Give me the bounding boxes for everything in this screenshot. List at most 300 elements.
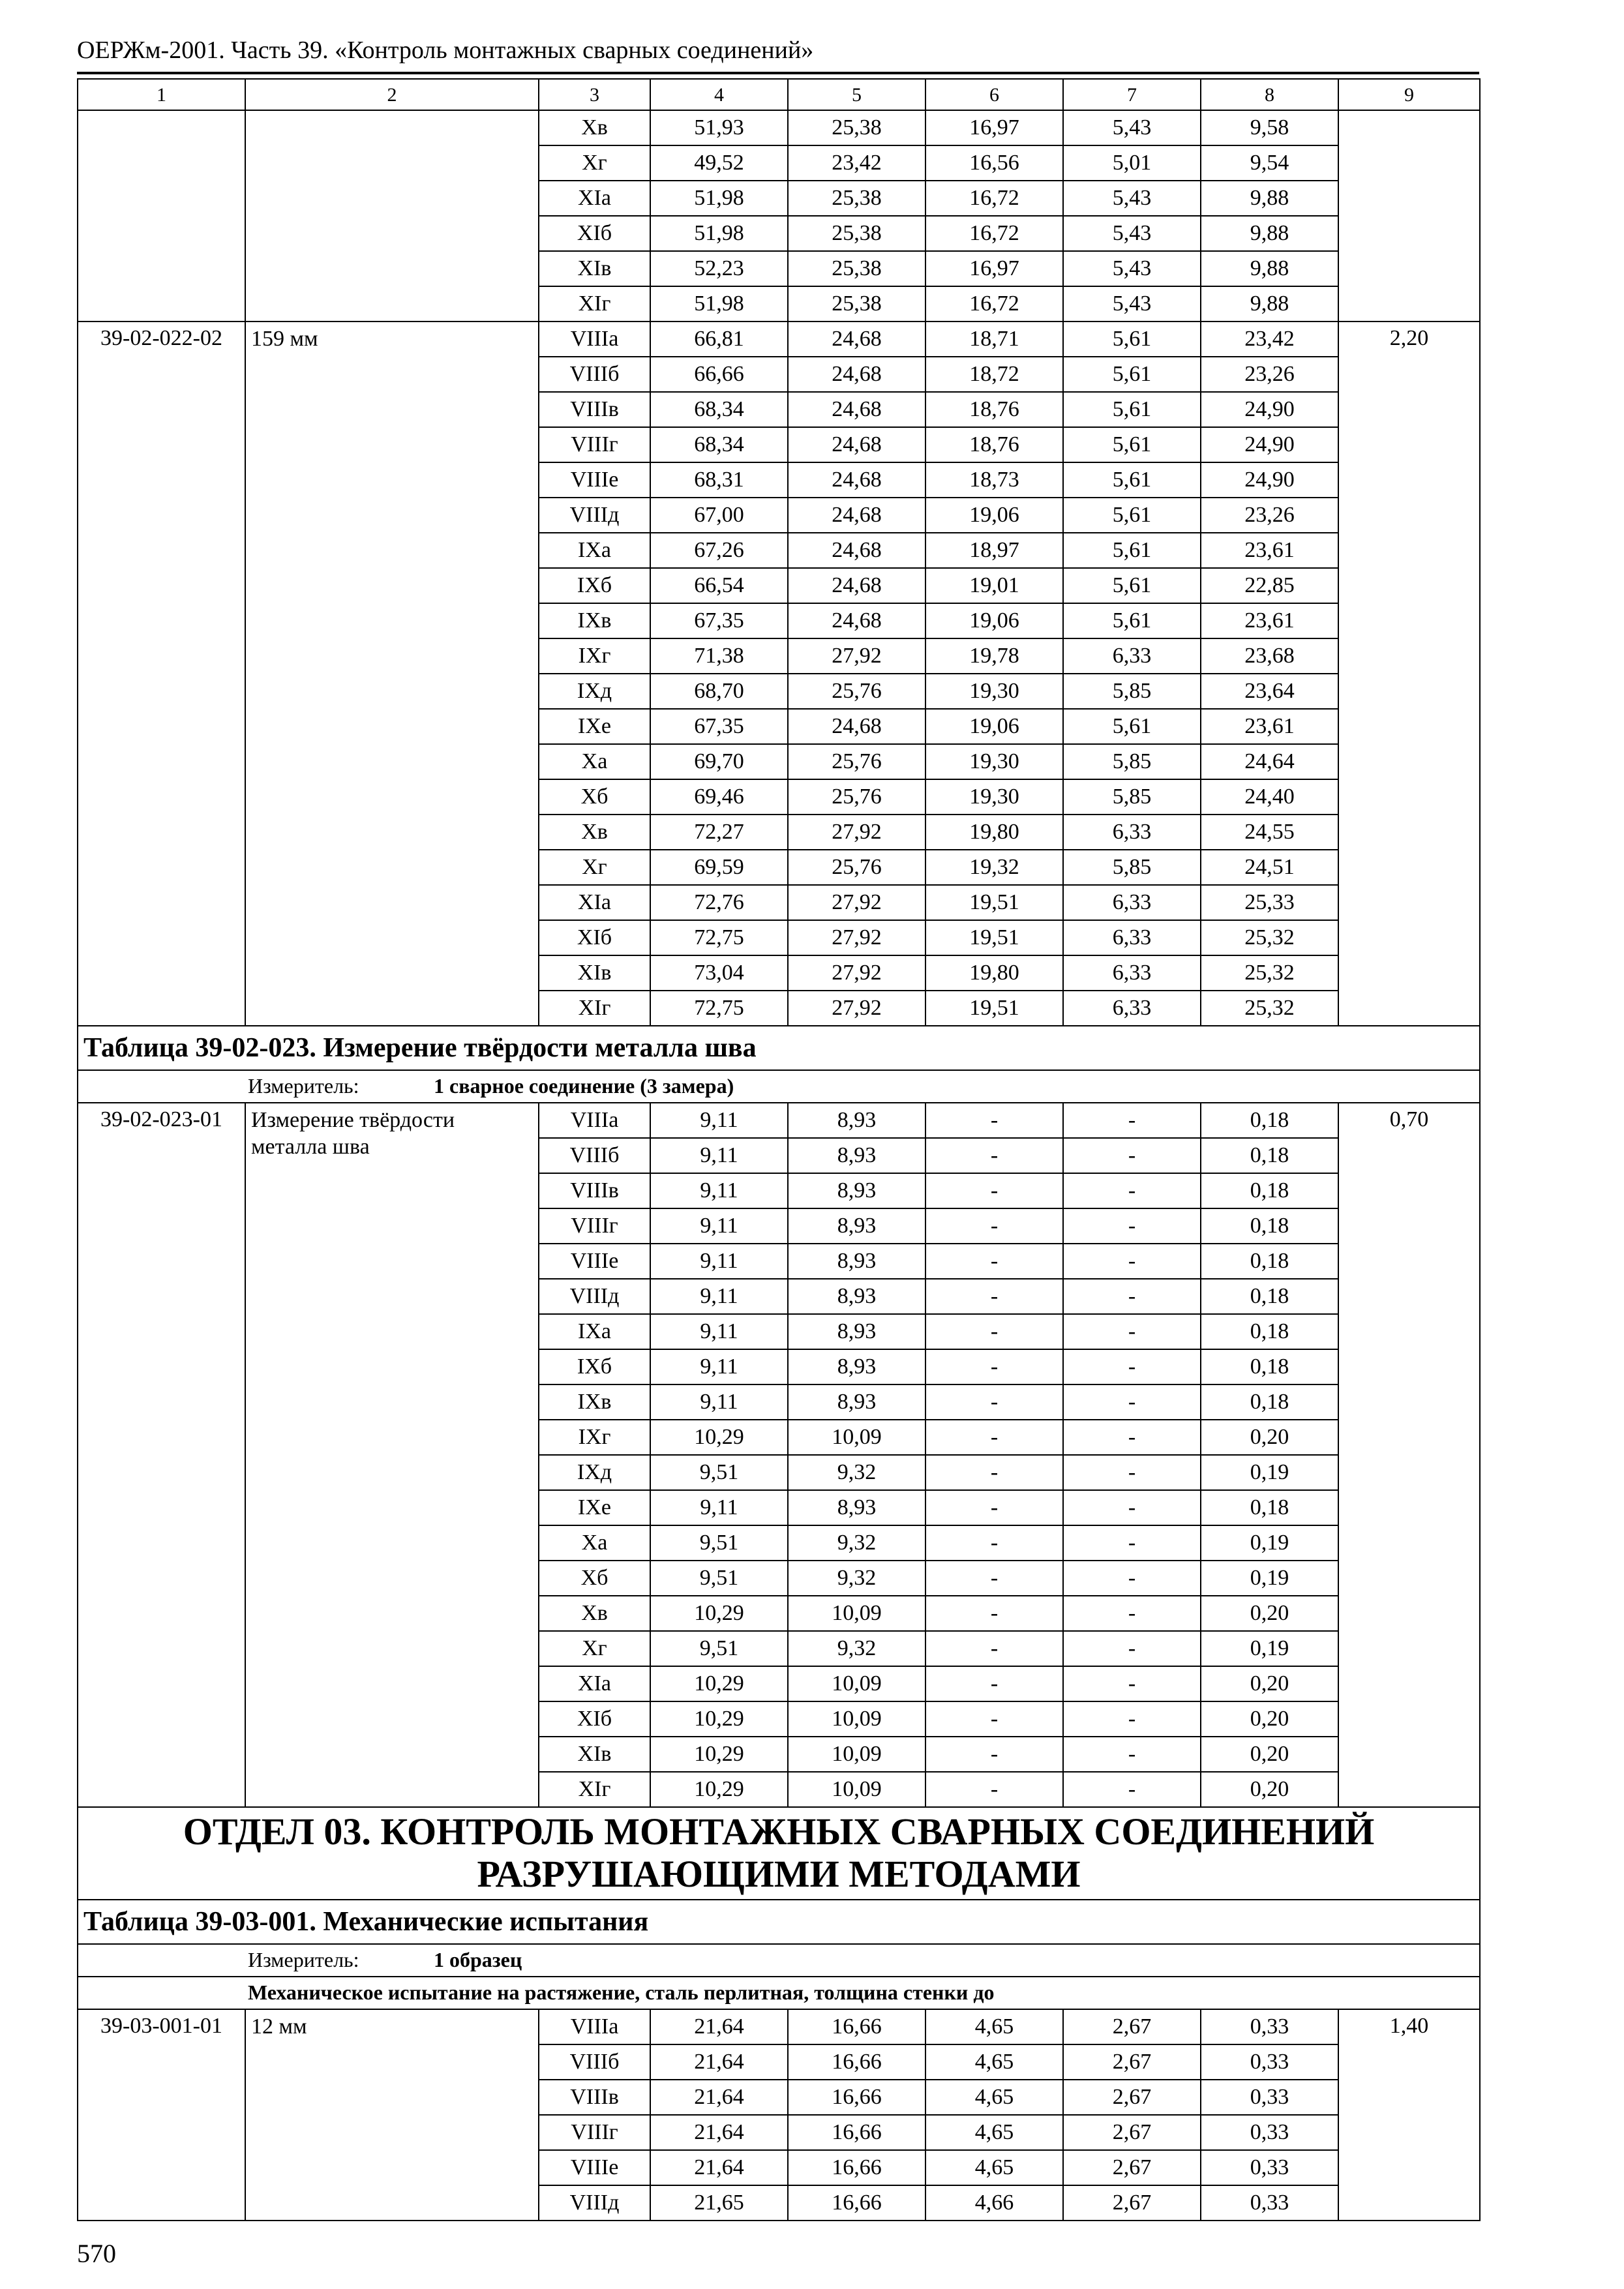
meter-value: 1 образец <box>434 1948 522 1972</box>
machinist-wages-cell: - <box>1063 1772 1201 1807</box>
machines-cell: - <box>925 1772 1063 1807</box>
total-cost-cell: 21,64 <box>650 2044 788 2080</box>
machines-cell: - <box>925 1349 1063 1384</box>
machinist-wages-cell: 5,43 <box>1063 181 1201 216</box>
materials-cell: 0,20 <box>1201 1420 1338 1455</box>
wages-cell: 16,66 <box>788 2044 925 2080</box>
wages-cell: 16,66 <box>788 2185 925 2221</box>
materials-cell: 24,90 <box>1201 427 1338 462</box>
meter-label: Измеритель: <box>248 1074 359 1098</box>
wages-cell: 24,68 <box>788 709 925 744</box>
column-number: 5 <box>788 79 925 110</box>
wages-cell: 16,66 <box>788 2115 925 2150</box>
machinist-wages-cell: - <box>1063 1666 1201 1701</box>
zone-cell: XIг <box>539 286 650 322</box>
column-number: 9 <box>1338 79 1480 110</box>
column-number: 2 <box>245 79 539 110</box>
zone-cell: Xб <box>539 779 650 815</box>
zone-cell: IXб <box>539 568 650 603</box>
total-cost-cell: 9,11 <box>650 1384 788 1420</box>
zone-cell: VIIIа <box>539 1103 650 1138</box>
total-cost-cell: 10,29 <box>650 1420 788 1455</box>
wages-cell: 24,68 <box>788 322 925 357</box>
machines-cell: 4,65 <box>925 2044 1063 2080</box>
machines-cell: 19,01 <box>925 568 1063 603</box>
zone-cell: VIIIд <box>539 2185 650 2221</box>
total-cost-cell: 9,11 <box>650 1314 788 1349</box>
name-cell: Измерение твёрдости металла шва <box>245 1103 539 1807</box>
materials-cell: 25,33 <box>1201 885 1338 920</box>
materials-cell: 0,20 <box>1201 1596 1338 1631</box>
materials-cell: 23,61 <box>1201 533 1338 568</box>
zone-cell: VIIIд <box>539 498 650 533</box>
total-cost-cell: 9,11 <box>650 1103 788 1138</box>
wages-cell: 24,68 <box>788 462 925 498</box>
code-cell: 39-02-023-01 <box>78 1103 245 1807</box>
wages-cell: 27,92 <box>788 638 925 674</box>
materials-cell: 23,26 <box>1201 357 1338 392</box>
machinist-wages-cell: 5,61 <box>1063 462 1201 498</box>
machines-cell: 18,76 <box>925 392 1063 427</box>
materials-cell: 23,68 <box>1201 638 1338 674</box>
machines-cell: - <box>925 1173 1063 1208</box>
name-cell <box>245 110 539 322</box>
wages-cell: 8,93 <box>788 1103 925 1138</box>
materials-cell: 9,88 <box>1201 181 1338 216</box>
machinist-wages-cell: - <box>1063 1525 1201 1561</box>
machinist-wages-cell: - <box>1063 1138 1201 1173</box>
zone-cell: VIIIг <box>539 427 650 462</box>
materials-cell: 0,33 <box>1201 2115 1338 2150</box>
table-body <box>78 79 1480 2221</box>
total-cost-cell: 72,75 <box>650 991 788 1026</box>
materials-cell: 25,32 <box>1201 955 1338 991</box>
machines-cell: 19,30 <box>925 779 1063 815</box>
wages-cell: 25,38 <box>788 181 925 216</box>
wages-cell: 25,76 <box>788 674 925 709</box>
column-number: 7 <box>1063 79 1201 110</box>
machinist-wages-cell: 5,85 <box>1063 850 1201 885</box>
machinist-wages-cell: 6,33 <box>1063 885 1201 920</box>
materials-cell: 0,19 <box>1201 1561 1338 1596</box>
machines-cell: - <box>925 1244 1063 1279</box>
zone-cell: Xв <box>539 815 650 850</box>
machines-cell: - <box>925 1138 1063 1173</box>
total-cost-cell: 9,11 <box>650 1173 788 1208</box>
machinist-wages-cell: 2,67 <box>1063 2115 1201 2150</box>
materials-cell: 0,18 <box>1201 1314 1338 1349</box>
machines-cell: 19,51 <box>925 991 1063 1026</box>
zone-cell: IXа <box>539 533 650 568</box>
table-row <box>78 110 1480 145</box>
wages-cell: 8,93 <box>788 1314 925 1349</box>
table-title-row <box>78 1900 1480 1944</box>
machines-cell: 19,30 <box>925 744 1063 779</box>
machines-cell: 18,73 <box>925 462 1063 498</box>
materials-cell: 23,42 <box>1201 322 1338 357</box>
machines-cell: 18,71 <box>925 322 1063 357</box>
total-cost-cell: 66,81 <box>650 322 788 357</box>
section-row <box>78 1807 1480 1900</box>
machinist-wages-cell: - <box>1063 1349 1201 1384</box>
machines-cell: 19,78 <box>925 638 1063 674</box>
total-cost-cell: 69,70 <box>650 744 788 779</box>
name-cell: 12 мм <box>245 2009 539 2221</box>
column-number: 3 <box>539 79 650 110</box>
wages-cell: 8,93 <box>788 1279 925 1314</box>
total-cost-cell: 51,93 <box>650 110 788 145</box>
zone-cell: VIIIе <box>539 2150 650 2185</box>
wages-cell: 10,09 <box>788 1701 925 1737</box>
total-cost-cell: 68,70 <box>650 674 788 709</box>
wages-cell: 25,38 <box>788 286 925 322</box>
machines-cell: - <box>925 1737 1063 1772</box>
total-cost-cell: 10,29 <box>650 1737 788 1772</box>
materials-cell: 0,19 <box>1201 1455 1338 1490</box>
zone-cell: IXг <box>539 638 650 674</box>
total-cost-cell: 71,38 <box>650 638 788 674</box>
wages-cell: 24,68 <box>788 568 925 603</box>
zone-cell: IXе <box>539 1490 650 1525</box>
column-number: 6 <box>925 79 1063 110</box>
total-cost-cell: 51,98 <box>650 216 788 251</box>
total-cost-cell: 9,51 <box>650 1631 788 1666</box>
total-cost-cell: 67,26 <box>650 533 788 568</box>
machines-cell: 4,65 <box>925 2080 1063 2115</box>
wages-cell: 10,09 <box>788 1420 925 1455</box>
machines-cell: 19,80 <box>925 815 1063 850</box>
machinist-wages-cell: - <box>1063 1737 1201 1772</box>
machines-cell: 19,06 <box>925 498 1063 533</box>
machines-cell: - <box>925 1525 1063 1561</box>
zone-cell: VIIIб <box>539 1138 650 1173</box>
machines-cell: - <box>925 1103 1063 1138</box>
zone-cell: XIа <box>539 1666 650 1701</box>
machines-cell: 19,06 <box>925 603 1063 638</box>
total-cost-cell: 9,11 <box>650 1490 788 1525</box>
machines-cell: 18,72 <box>925 357 1063 392</box>
column-number: 1 <box>78 79 245 110</box>
meter-value: 1 сварное соединение (3 замера) <box>434 1074 734 1098</box>
wages-cell: 8,93 <box>788 1244 925 1279</box>
total-cost-cell: 21,64 <box>650 2150 788 2185</box>
total-cost-cell: 67,35 <box>650 709 788 744</box>
wages-cell: 9,32 <box>788 1455 925 1490</box>
total-cost-cell: 49,52 <box>650 145 788 181</box>
machines-cell: 4,65 <box>925 2115 1063 2150</box>
total-cost-cell: 66,54 <box>650 568 788 603</box>
zone-cell: VIIIе <box>539 1244 650 1279</box>
coefficient-cell: 2,20 <box>1338 322 1480 1026</box>
zone-cell: VIIIг <box>539 1208 650 1244</box>
machines-cell: 19,80 <box>925 955 1063 991</box>
machinist-wages-cell: - <box>1063 1596 1201 1631</box>
machines-cell: 16,97 <box>925 110 1063 145</box>
total-cost-cell: 21,64 <box>650 2115 788 2150</box>
materials-cell: 9,54 <box>1201 145 1338 181</box>
total-cost-cell: 9,51 <box>650 1561 788 1596</box>
zone-cell: Xа <box>539 1525 650 1561</box>
wages-cell: 24,68 <box>788 498 925 533</box>
materials-cell: 0,33 <box>1201 2009 1338 2044</box>
materials-cell: 0,18 <box>1201 1279 1338 1314</box>
code-cell: 39-02-022-02 <box>78 322 245 1026</box>
machines-cell: 4,66 <box>925 2185 1063 2221</box>
machinist-wages-cell: 5,61 <box>1063 427 1201 462</box>
wages-cell: 10,09 <box>788 1596 925 1631</box>
total-cost-cell: 10,29 <box>650 1701 788 1737</box>
wages-cell: 25,76 <box>788 850 925 885</box>
code-cell: 39-03-001-01 <box>78 2009 245 2221</box>
total-cost-cell: 67,00 <box>650 498 788 533</box>
column-number-row <box>78 79 1480 110</box>
table-subtitle: Механическое испытание на растяжение, сталь перлитная, толщина стенки до <box>78 1977 1480 2009</box>
zone-cell: VIIIб <box>539 357 650 392</box>
wages-cell: 8,93 <box>788 1490 925 1525</box>
materials-cell: 24,90 <box>1201 462 1338 498</box>
zone-cell: VIIIв <box>539 392 650 427</box>
machines-cell: 19,32 <box>925 850 1063 885</box>
total-cost-cell: 68,31 <box>650 462 788 498</box>
materials-cell: 24,90 <box>1201 392 1338 427</box>
wages-cell: 25,76 <box>788 779 925 815</box>
zone-cell: VIIIа <box>539 322 650 357</box>
machinist-wages-cell: 2,67 <box>1063 2009 1201 2044</box>
machinist-wages-cell: 2,67 <box>1063 2185 1201 2221</box>
machines-cell: 16,56 <box>925 145 1063 181</box>
meter-cell <box>78 1070 1480 1103</box>
materials-cell: 23,26 <box>1201 498 1338 533</box>
wages-cell: 25,76 <box>788 744 925 779</box>
machines-cell: 4,65 <box>925 2150 1063 2185</box>
machines-cell: - <box>925 1596 1063 1631</box>
machinist-wages-cell: 5,61 <box>1063 322 1201 357</box>
machines-cell: 18,97 <box>925 533 1063 568</box>
machinist-wages-cell: 2,67 <box>1063 2150 1201 2185</box>
materials-cell: 0,19 <box>1201 1631 1338 1666</box>
machines-cell: - <box>925 1561 1063 1596</box>
machinist-wages-cell: 5,61 <box>1063 603 1201 638</box>
materials-cell: 22,85 <box>1201 568 1338 603</box>
total-cost-cell: 66,66 <box>650 357 788 392</box>
total-cost-cell: 72,75 <box>650 920 788 955</box>
machines-cell: - <box>925 1279 1063 1314</box>
machinist-wages-cell: 5,85 <box>1063 779 1201 815</box>
wages-cell: 16,66 <box>788 2080 925 2115</box>
machinist-wages-cell: 6,33 <box>1063 638 1201 674</box>
wages-cell: 9,32 <box>788 1631 925 1666</box>
wages-cell: 25,38 <box>788 251 925 286</box>
machinist-wages-cell: - <box>1063 1314 1201 1349</box>
table-title: Таблица 39-03-001. Механические испытания <box>78 1900 1480 1944</box>
machines-cell: 19,30 <box>925 674 1063 709</box>
machines-cell: 16,72 <box>925 216 1063 251</box>
machines-cell: 19,51 <box>925 885 1063 920</box>
wages-cell: 25,38 <box>788 216 925 251</box>
wages-cell: 10,09 <box>788 1737 925 1772</box>
table-title: Таблица 39-02-023. Измерение твёрдости металла шва <box>78 1026 1480 1070</box>
column-number: 4 <box>650 79 788 110</box>
total-cost-cell: 21,64 <box>650 2009 788 2044</box>
materials-cell: 0,20 <box>1201 1737 1338 1772</box>
machines-cell: - <box>925 1208 1063 1244</box>
zone-cell: Xв <box>539 1596 650 1631</box>
materials-cell: 0,18 <box>1201 1384 1338 1420</box>
wages-cell: 9,32 <box>788 1525 925 1561</box>
wages-cell: 10,09 <box>788 1772 925 1807</box>
materials-cell: 0,33 <box>1201 2150 1338 2185</box>
machinist-wages-cell: - <box>1063 1561 1201 1596</box>
materials-cell: 25,32 <box>1201 991 1338 1026</box>
total-cost-cell: 21,65 <box>650 2185 788 2221</box>
total-cost-cell: 10,29 <box>650 1666 788 1701</box>
machines-cell: 16,72 <box>925 181 1063 216</box>
materials-cell: 0,20 <box>1201 1666 1338 1701</box>
machines-cell: 19,06 <box>925 709 1063 744</box>
total-cost-cell: 51,98 <box>650 286 788 322</box>
materials-cell: 0,18 <box>1201 1490 1338 1525</box>
wages-cell: 27,92 <box>788 885 925 920</box>
zone-cell: VIIIб <box>539 2044 650 2080</box>
machinist-wages-cell: 5,43 <box>1063 286 1201 322</box>
total-cost-cell: 9,11 <box>650 1279 788 1314</box>
machines-cell: - <box>925 1384 1063 1420</box>
materials-cell: 0,18 <box>1201 1208 1338 1244</box>
materials-cell: 0,20 <box>1201 1701 1338 1737</box>
zone-cell: Xб <box>539 1561 650 1596</box>
materials-cell: 0,33 <box>1201 2185 1338 2221</box>
wages-cell: 24,68 <box>788 392 925 427</box>
wages-cell: 8,93 <box>788 1173 925 1208</box>
machines-cell: - <box>925 1490 1063 1525</box>
total-cost-cell: 9,11 <box>650 1349 788 1384</box>
machinist-wages-cell: - <box>1063 1384 1201 1420</box>
zone-cell: VIIIв <box>539 1173 650 1208</box>
zone-cell: Xг <box>539 1631 650 1666</box>
column-number: 8 <box>1201 79 1338 110</box>
machinist-wages-cell: 6,33 <box>1063 955 1201 991</box>
materials-cell: 0,18 <box>1201 1138 1338 1173</box>
page-header: ОЕРЖм-2001. Часть 39. «Контроль монтажных сварных соединений» <box>77 37 814 64</box>
total-cost-cell: 67,35 <box>650 603 788 638</box>
machines-cell: - <box>925 1455 1063 1490</box>
total-cost-cell: 73,04 <box>650 955 788 991</box>
materials-cell: 0,19 <box>1201 1525 1338 1561</box>
materials-cell: 23,61 <box>1201 603 1338 638</box>
meter-row <box>78 1944 1480 1977</box>
materials-cell: 24,40 <box>1201 779 1338 815</box>
wages-cell: 24,68 <box>788 427 925 462</box>
zone-cell: XIг <box>539 991 650 1026</box>
total-cost-cell: 52,23 <box>650 251 788 286</box>
machinist-wages-cell: 5,43 <box>1063 110 1201 145</box>
materials-cell: 0,18 <box>1201 1103 1338 1138</box>
wages-cell: 27,92 <box>788 815 925 850</box>
machinist-wages-cell: 5,61 <box>1063 392 1201 427</box>
name-cell: 159 мм <box>245 322 539 1026</box>
wages-cell: 23,42 <box>788 145 925 181</box>
total-cost-cell: 9,11 <box>650 1244 788 1279</box>
total-cost-cell: 21,64 <box>650 2080 788 2115</box>
machines-cell: 19,51 <box>925 920 1063 955</box>
machinist-wages-cell: 5,01 <box>1063 145 1201 181</box>
table-row <box>78 322 1480 357</box>
zone-cell: XIв <box>539 251 650 286</box>
section-title <box>78 1807 1480 1900</box>
machinist-wages-cell: - <box>1063 1701 1201 1737</box>
wages-cell: 27,92 <box>788 920 925 955</box>
machines-cell: - <box>925 1314 1063 1349</box>
materials-cell: 25,32 <box>1201 920 1338 955</box>
wages-cell: 9,32 <box>788 1561 925 1596</box>
machinist-wages-cell: - <box>1063 1631 1201 1666</box>
machinist-wages-cell: 5,61 <box>1063 709 1201 744</box>
zone-cell: IXг <box>539 1420 650 1455</box>
zone-cell: Xг <box>539 850 650 885</box>
machinist-wages-cell: 5,61 <box>1063 533 1201 568</box>
machinist-wages-cell: - <box>1063 1490 1201 1525</box>
zone-cell: IXа <box>539 1314 650 1349</box>
wages-cell: 27,92 <box>788 955 925 991</box>
machinist-wages-cell: - <box>1063 1420 1201 1455</box>
meter-label: Измеритель: <box>248 1948 359 1972</box>
machines-cell: - <box>925 1701 1063 1737</box>
coefficient-cell: 1,40 <box>1338 2009 1480 2221</box>
zone-cell: IXе <box>539 709 650 744</box>
total-cost-cell: 9,51 <box>650 1525 788 1561</box>
machinist-wages-cell: 5,61 <box>1063 357 1201 392</box>
machinist-wages-cell: 6,33 <box>1063 920 1201 955</box>
zone-cell: IXв <box>539 1384 650 1420</box>
materials-cell: 0,33 <box>1201 2080 1338 2115</box>
coefficient-cell: 0,70 <box>1338 1103 1480 1807</box>
materials-cell: 0,20 <box>1201 1772 1338 1807</box>
materials-cell: 24,64 <box>1201 744 1338 779</box>
machinist-wages-cell: 6,33 <box>1063 815 1201 850</box>
materials-cell: 0,18 <box>1201 1173 1338 1208</box>
materials-cell: 23,64 <box>1201 674 1338 709</box>
zone-cell: IXв <box>539 603 650 638</box>
wages-cell: 27,92 <box>788 991 925 1026</box>
machinist-wages-cell: - <box>1063 1455 1201 1490</box>
zone-cell: VIIIа <box>539 2009 650 2044</box>
machines-cell: - <box>925 1666 1063 1701</box>
wages-cell: 8,93 <box>788 1349 925 1384</box>
materials-cell: 24,51 <box>1201 850 1338 885</box>
wages-cell: 8,93 <box>788 1208 925 1244</box>
zone-cell: VIIIд <box>539 1279 650 1314</box>
materials-cell: 0,18 <box>1201 1244 1338 1279</box>
machines-cell: 18,76 <box>925 427 1063 462</box>
materials-cell: 23,61 <box>1201 709 1338 744</box>
machines-cell: 16,72 <box>925 286 1063 322</box>
zone-cell: XIг <box>539 1772 650 1807</box>
zone-cell: VIIIе <box>539 462 650 498</box>
materials-cell: 0,18 <box>1201 1349 1338 1384</box>
table-row <box>78 2009 1480 2044</box>
table-title-row <box>78 1026 1480 1070</box>
wages-cell: 25,38 <box>788 110 925 145</box>
wages-cell: 8,93 <box>788 1384 925 1420</box>
machinist-wages-cell: 5,43 <box>1063 216 1201 251</box>
meter-row <box>78 1070 1480 1103</box>
zone-cell: IXд <box>539 1455 650 1490</box>
zone-cell: Xг <box>539 145 650 181</box>
machines-cell: 4,65 <box>925 2009 1063 2044</box>
zone-cell: Xа <box>539 744 650 779</box>
total-cost-cell: 72,27 <box>650 815 788 850</box>
wages-cell: 24,68 <box>788 603 925 638</box>
